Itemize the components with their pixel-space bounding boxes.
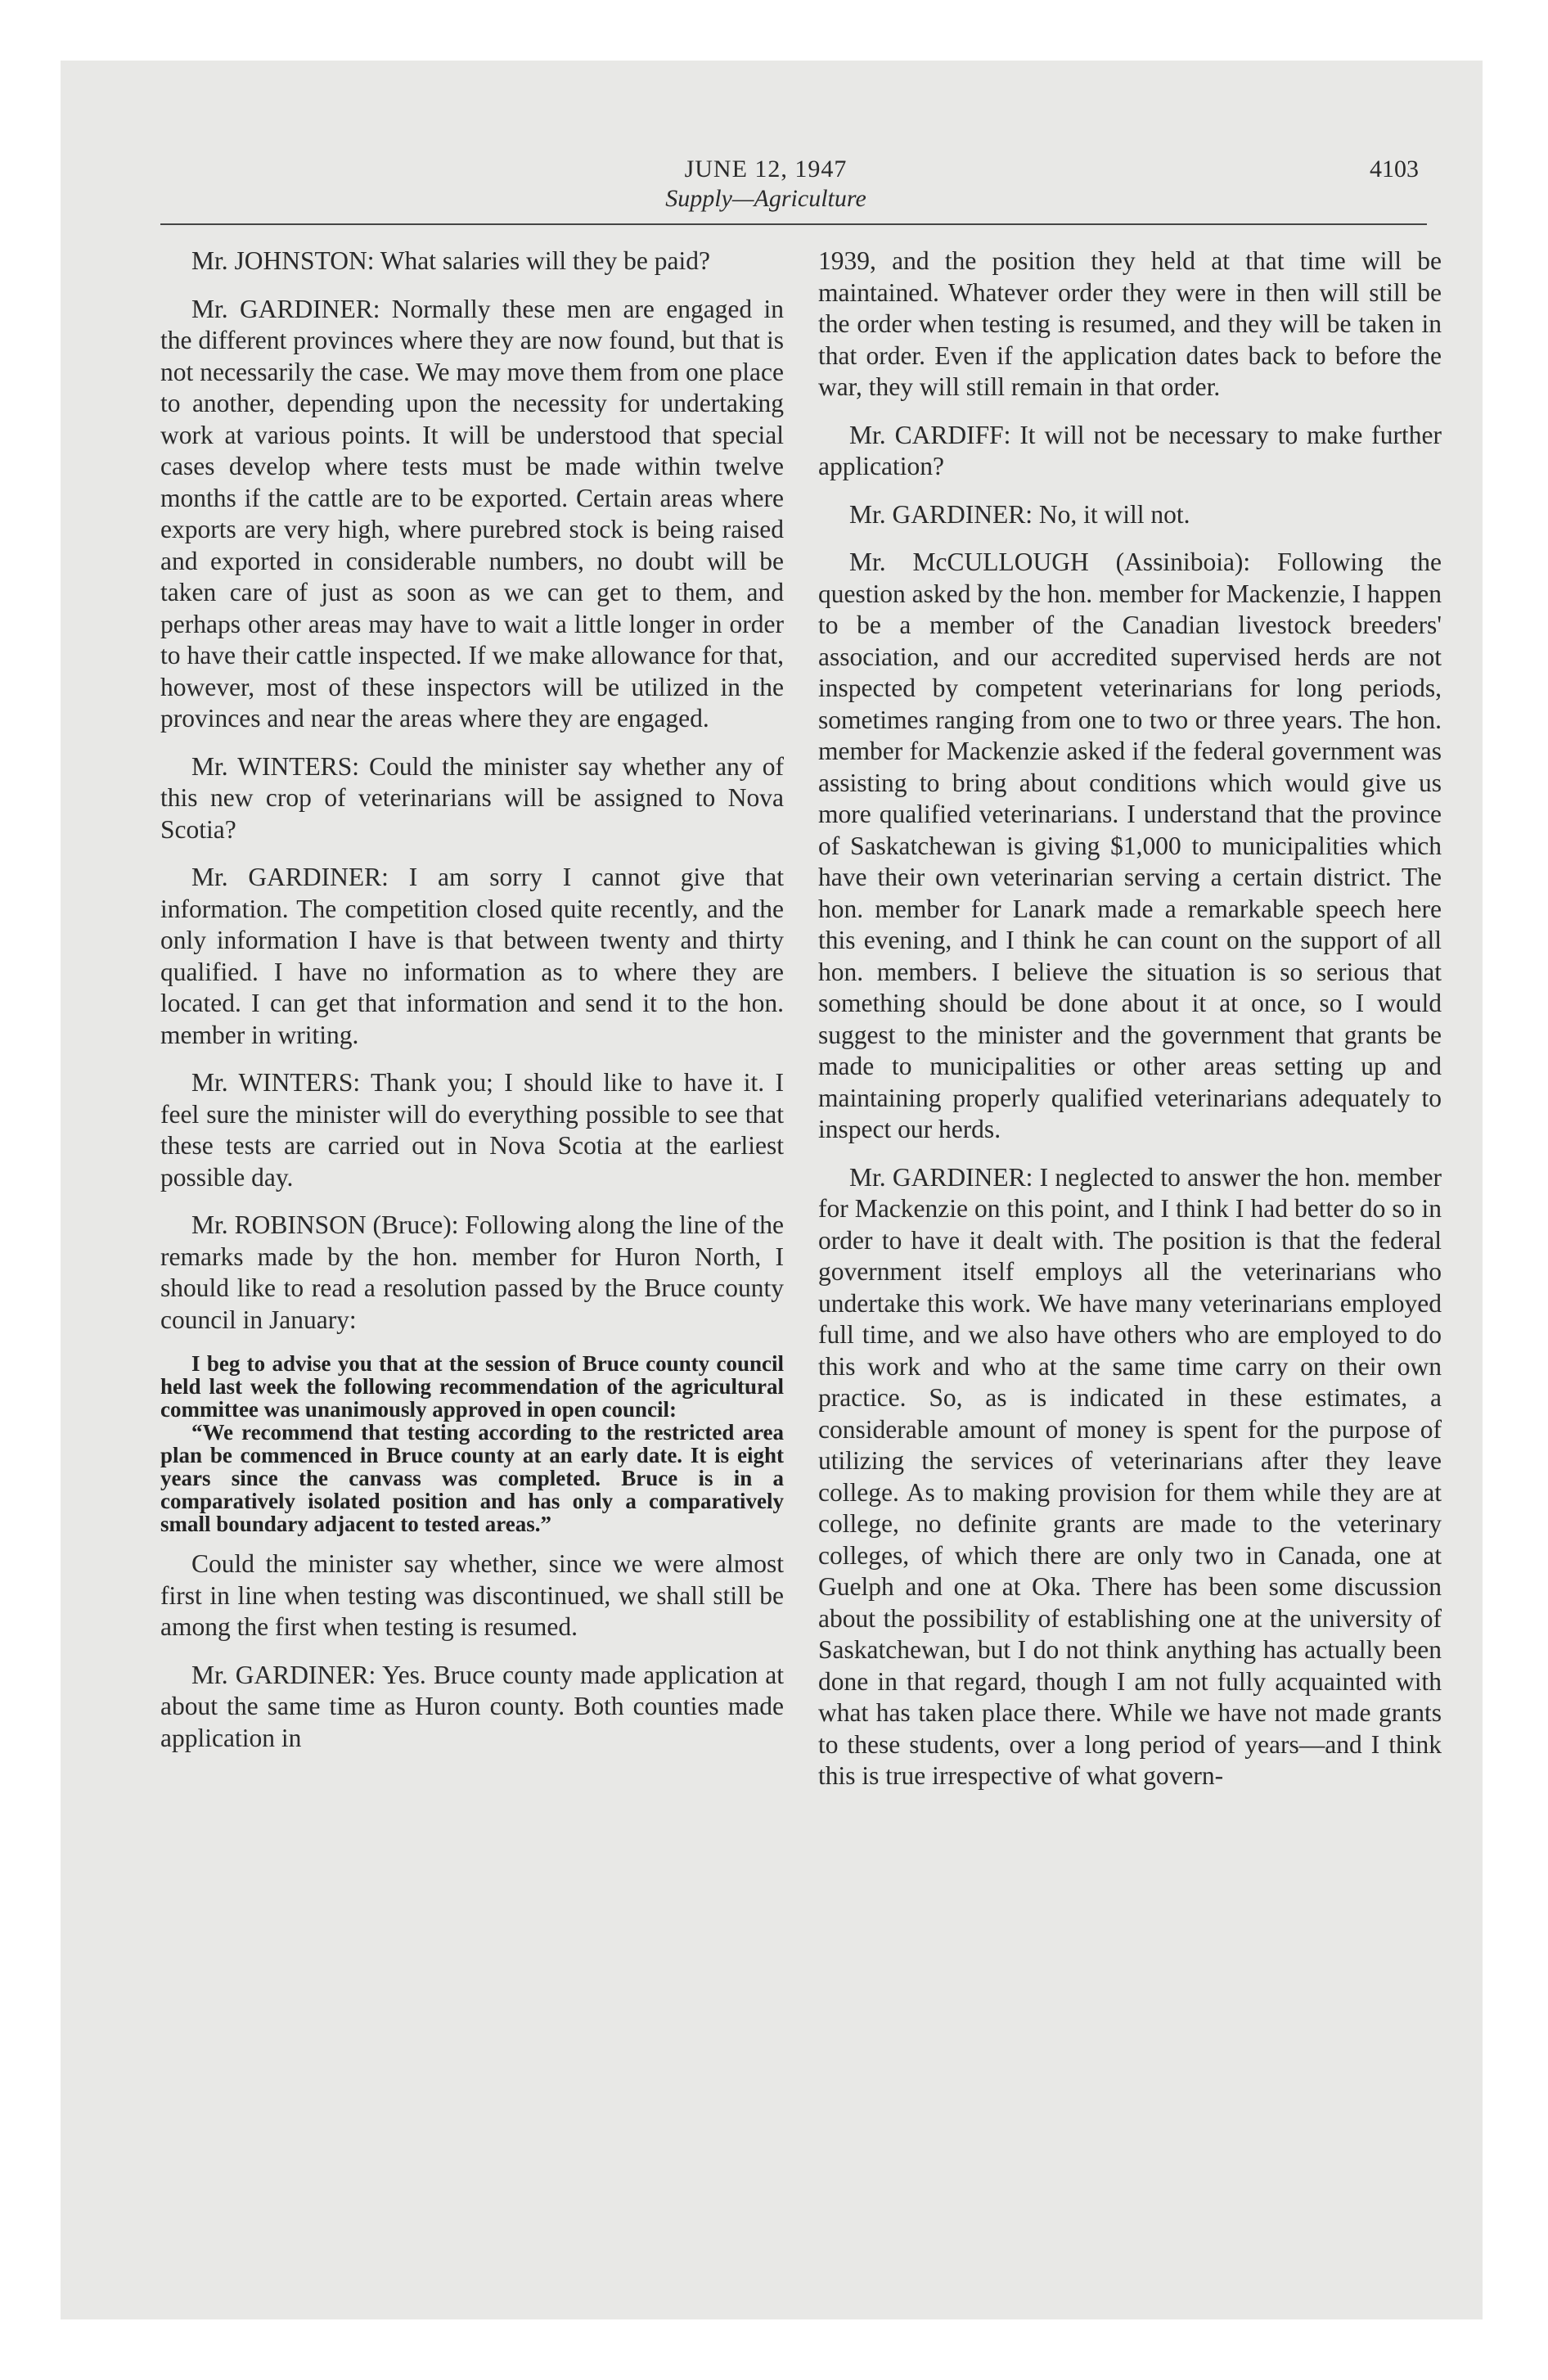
paragraph: Mr. GARDINER: I am sorry I cannot give that information. The competition closed quite recently, and the only information I have is that between twenty and thirty qualified. I have no information as to where they are located. I can get that information and send it to the hon. member in writing. bbox=[160, 863, 784, 1049]
paragraph: Mr. GARDINER: Normally these men are engaged in the different provinces where they are now found, but that is not necessarily the case. We may move them from one place to another, depending upon the necessity for undertaking work at various points. It will be understood that special cases develop where tests must be made within twelve months if the cattle are to be exported. Certain areas where exports are very high, where purebred stock is being raised and exported in considerable numbers, no doubt will be taken care of just as soon as we can get to them, and perhaps other areas may have to wait a little longer in order to have their cattle inspected. If we make allowance for that, however, most of these inspectors will be utilized in the provinces and near the areas where they are engaged. bbox=[160, 294, 784, 732]
paragraph: Mr. GARDINER: I neglected to answer the hon. member for Mackenzie on this point, and I think I had better do so in order to have it dealt with. The position is that the federal government itself employs all the veterinarians who undertake this work. We have many veterinarians employed full time, and we also have others who are employed to do this work and who at the same time carry on their own practice. So, as is indicated in these estimates, a considerable amount of money is spent for the purpose of utilizing the services of veterinarians after they leave college. As to making provision for them while they are at college, no definite grants are made to the veterinary colleges, of which there are only two in Canada, one at Guelph and one at Oka. There has been some discussion about the possibility of establishing one at the university of Saskatchewan, but I do not think anything has actually been done in that regard, though I am not fully acquainted with what has taken place there. While we have not made grants to these students, over a long period of years—and I think this is true irrespective of what govern- bbox=[818, 1162, 1442, 1790]
paragraph: Mr. WINTERS: Could the minister say whether any of this new crop of veterinarians will be assigned to Nova Scotia? bbox=[160, 751, 784, 844]
paragraph: Mr. GARDINER: No, it will not. bbox=[849, 499, 1190, 529]
paragraph: Mr. WINTERS: Thank you; I should like to have it. I feel sure the minister will do everything possible to see that these tests are carried out in Nova Scotia at the earliest possible day. bbox=[160, 1068, 784, 1192]
left-column bbox=[160, 246, 784, 1770]
header-date: JUNE 12, 1947 bbox=[684, 156, 848, 183]
paragraph: Mr. McCULLOUGH (Assiniboia): Following the question asked by the hon. member for Mackenzie, I happen to be a member of the Canadian livestock breeders' association, and our accredited supervised herds are not inspected by competent veterinarians for long periods, sometimes ranging from one to two or three years. The hon. member for Mackenzie asked if the federal government was assisting to bring about conditions which would give us more qualified veterinarians. I understand that the province of Saskatchewan is giving $1,000 to municipalities which have their own veterinarian serving a certain district. The hon. member for Lanark made a remarkable speech here this evening, and I think he can count on the support of all hon. members. I believe the situation is so serious that something should be done about it at once, so I would suggest to the minister and the government that grants be made to municipalities or other areas setting up and maintaining properly qualified veterinarians adequately to inspect our herds. bbox=[818, 548, 1442, 1143]
block-quote bbox=[160, 1352, 784, 1535]
paragraph: Mr. CARDIFF: It will not be necessary to make further application? bbox=[818, 420, 1442, 480]
paragraph: Could the minister say whether, since we were almost first in line when testing was discontinued, we shall still be among the first when testing is resumed. bbox=[160, 1549, 784, 1641]
paragraph: Mr. JOHNSTON: What salaries will they be paid? bbox=[191, 246, 710, 275]
section-title: Supply—Agriculture bbox=[665, 185, 866, 212]
page-number: 4103 bbox=[1370, 156, 1419, 183]
quote-resolution: “We recommend that testing according to the restricted area plan be commenced in Bruce county at an early date. It is eight years since the canvass was completed. Bruce is in a comparatively isolated position and has only a comparatively small boundary adjacent to tested areas.” bbox=[160, 1420, 784, 1536]
paragraph: 1939, and the position they held at that time will be maintained. Whatever order they were in then will still be the order when testing is resumed, and they will be taken in that order. Even if the application dates back to before the war, they will still remain in that order. bbox=[818, 246, 1442, 401]
paragraph: Mr. ROBINSON (Bruce): Following along the line of the remarks made by the hon. member for Huron North, I should like to read a resolution passed by the Bruce county council in January: bbox=[160, 1210, 784, 1334]
page-header bbox=[103, 156, 1429, 221]
quote-intro: I beg to advise you that at the session of Bruce county council held last week the following recommendation of the agricultural committee was unanimously approved in open council: bbox=[160, 1351, 784, 1422]
paragraph: Mr. GARDINER: Yes. Bruce county made application at about the same time as Huron county. Both counties made application in bbox=[160, 1660, 784, 1752]
header-rule bbox=[160, 223, 1427, 225]
right-column bbox=[818, 246, 1442, 1809]
